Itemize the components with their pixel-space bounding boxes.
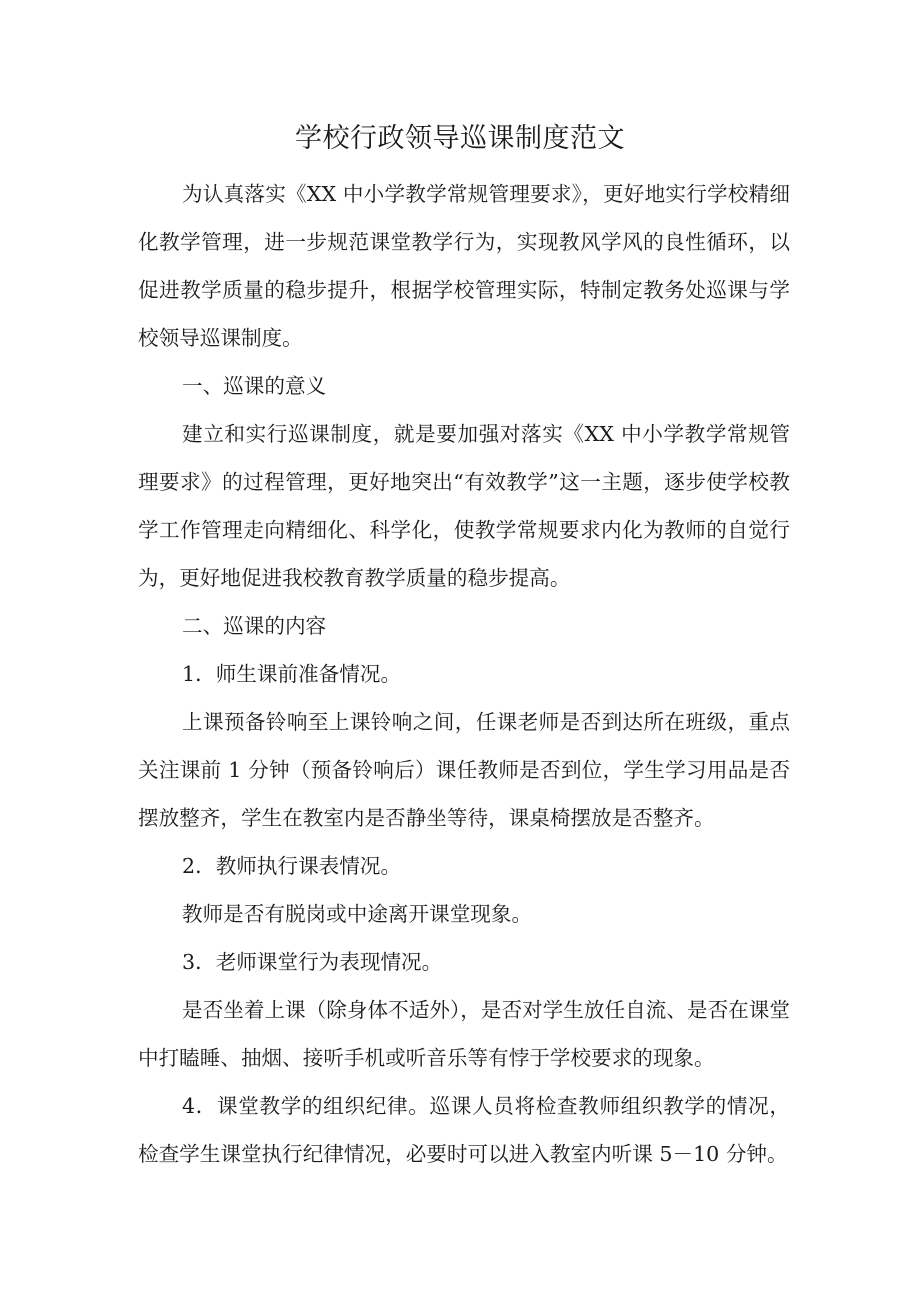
intro-paragraph: 为认真落实《XX 中小学教学常规管理要求》，更好地实行学校精细化教学管理，进一步规范课堂教学行为，实现教风学风的良性循环，以促进教学质量的稳步提升，根据学校管理实际，特制定教务处巡课与学校领导巡课制度。 (138, 182, 790, 350)
section-heading-significance: 一、巡课的意义 (182, 374, 327, 398)
significance-paragraph: 建立和实行巡课制度，就是要加强对落实《XX 中小学教学常规管理要求》的过程管理，更好地突出“有效教学”这一主题，逐步使学校教学工作管理走向精细化、科学化，使教学常规要求内化为教师的自觉行为，更好地促进我校教育教学质量的稳步提高。 (138, 422, 790, 590)
document-title: 学校行政领导巡课制度范文 (295, 123, 625, 154)
item-heading-2: 2．教师执行课表情况。 (182, 854, 402, 878)
section-heading-content: 二、巡课的内容 (182, 614, 327, 638)
item-heading-1: 1．师生课前准备情况。 (182, 662, 402, 686)
item-heading-3: 3．老师课堂行为表现情况。 (182, 950, 443, 974)
item-paragraph-2: 教师是否有脱岗或中途离开课堂现象。 (182, 902, 533, 926)
document-body (138, 170, 790, 1178)
item-paragraph-1: 上课预备铃响至上课铃响之间，任课老师是否到达所在班级，重点关注课前 1 分钟（预备铃响后）课任教师是否到位，学生学习用品是否摆放整齐，学生在教室内是否静坐等待，课桌椅摆放是否整齐。 (138, 710, 790, 830)
item-paragraph-4: 4．课堂教学的组织纪律。巡课人员将检查教师组织教学的情况，检查学生课堂执行纪律情况，必要时可以进入教室内听课 5－10 分钟。 (138, 1094, 790, 1166)
item-paragraph-3: 是否坐着上课（除身体不适外），是否对学生放任自流、是否在课堂中打瞌睡、抽烟、接听手机或听音乐等有悖于学校要求的现象。 (138, 998, 790, 1070)
